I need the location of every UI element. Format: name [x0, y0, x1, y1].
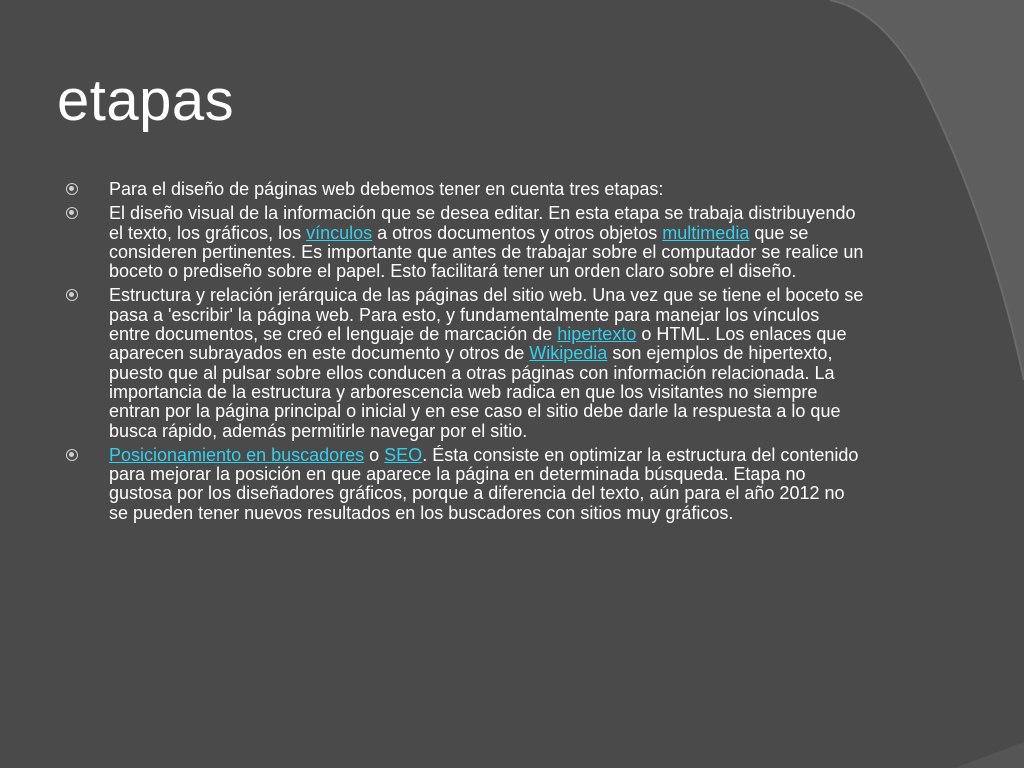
- link-vinculos[interactable]: vínculos: [306, 222, 373, 243]
- link-hipertexto[interactable]: hipertexto: [557, 324, 637, 345]
- bullet-text: o: [364, 444, 385, 465]
- bullet-item: [64, 446, 864, 523]
- slide-title: etapas: [57, 68, 235, 133]
- bullet-circle-icon: [66, 449, 78, 461]
- bullet-circle-icon: [66, 289, 78, 301]
- bullet-text: a otros documentos y otros objetos: [372, 222, 663, 243]
- bullet-circle-icon: [66, 207, 78, 219]
- link-posicionamiento-en-buscadores[interactable]: Posicionamiento en buscadores: [109, 444, 365, 465]
- link-wikipedia[interactable]: Wikipedia: [529, 343, 608, 364]
- link-seo[interactable]: SEO: [384, 444, 423, 465]
- bullet-item: [64, 180, 864, 199]
- bullet-text: Para el diseño de páginas web debemos tener en cuenta tres etapas:: [109, 179, 664, 199]
- link-multimedia[interactable]: multimedia: [662, 222, 750, 243]
- bullet-list: [64, 180, 864, 528]
- bullet-item: [64, 286, 864, 440]
- bullet-text: . Ésta consiste en optimizar la estructura del contenido para mejorar la posición en que aparece la página en determinada búsqueda. Etapa no gustosa por los diseñadores gráficos, porque a diferencia del texto, aún para el año 2012 no se pueden tener nuevos resultados en los buscadores con sitios muy gráficos.: [109, 444, 859, 523]
- bullet-text: que se consideren pertinentes. Es importante que antes de trabajar sobre el computador se realice un boceto o prediseño sobre el papel. Esto facilitará tener un orden claro sobre el diseño.: [109, 222, 864, 282]
- bullet-text: son ejemplos de hipertexto, puesto que al pulsar sobre ellos conducen a otras páginas con información relacionada. La importancia de la estructura y arborescencia web radica en que los visitantes no siempre entran por la página principal o inicial y en ese caso el sitio debe darle la respuesta a lo que busca rápido, además permitirle navegar por el sitio.: [109, 343, 841, 441]
- bullet-text: El diseño visual de la información que se desea editar. En esta etapa se trabaja distribuyendo el texto, los gráficos, los: [109, 203, 856, 243]
- bullet-text: o HTML. Los enlaces que aparecen subrayados en este documento y otros de: [109, 324, 847, 364]
- bullet-item: [64, 204, 864, 281]
- bullet-circle-icon: [66, 183, 78, 195]
- bullet-text: Estructura y relación jerárquica de las páginas del sitio web. Una vez que se tiene el boceto se pasa a 'escribir' la página web. Para esto, y fundamentalmente para manejar los vínculos entre documentos, se creó el lenguaje de marcación de: [109, 285, 864, 345]
